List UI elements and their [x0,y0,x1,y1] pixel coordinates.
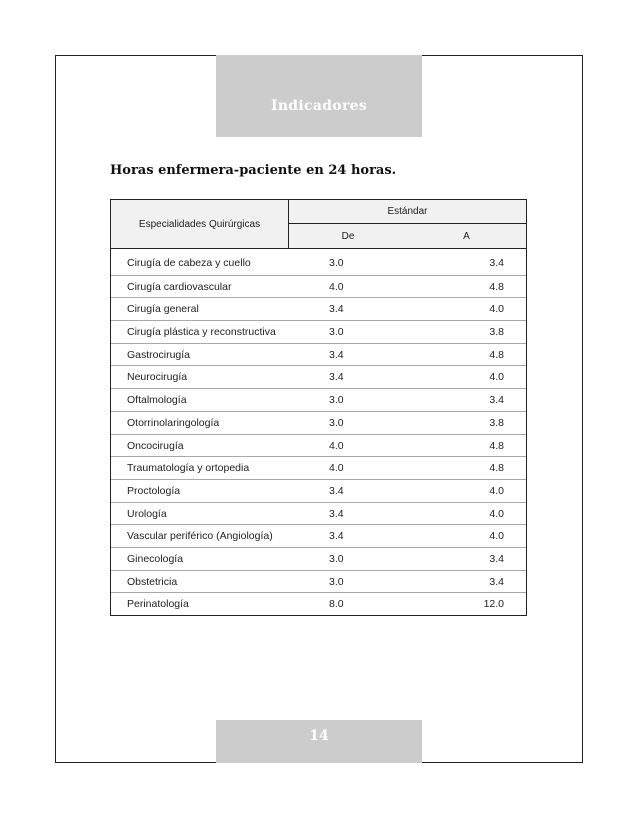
value-from: 4.0 [329,280,344,293]
value-to: 3.4 [489,257,504,269]
value-to: 4.8 [489,348,504,361]
header-specialty: Especialidades Quirúrgicas [138,218,261,230]
value-to: 3.8 [489,416,504,429]
specialty-name: Cirugía plástica y reconstructiva [127,326,276,339]
value-to: 3.4 [489,394,504,407]
specialty-name: Perinatología [127,598,189,611]
specialty-name: Neurocirugía [127,371,188,384]
header-standard: Estándar [288,200,526,224]
section-title: Horas enfermera-paciente en 24 horas. [110,163,397,178]
value-from: 3.4 [329,484,344,497]
specialty-name: Otorrinolaringología [127,416,220,429]
table-body [111,249,526,615]
specialty-name: Proctología [127,484,181,497]
value-from: 4.0 [329,462,344,475]
table-row [111,434,526,457]
value-to: 4.0 [489,371,504,384]
page-number: 14 [309,728,329,744]
specialty-name: Cirugía cardiovascular [127,280,232,293]
table-row [111,411,526,434]
value-to: 4.0 [489,507,504,520]
header-to: A [463,230,470,242]
header-from: De [288,224,407,248]
header-tab [216,55,422,137]
value-from: 3.4 [329,303,344,316]
value-from: 3.0 [329,257,344,269]
value-from: 3.0 [329,416,344,429]
table-row [111,502,526,525]
value-to: 4.8 [489,462,504,475]
value-to: 3.4 [489,552,504,565]
table-row [111,388,526,411]
table-row [111,547,526,570]
table-row [111,524,526,547]
value-to: 4.0 [489,530,504,543]
value-from: 3.4 [329,348,344,361]
specialty-name: Ginecología [127,552,184,565]
value-to: 3.4 [489,575,504,588]
table-row [111,252,526,275]
table-row [111,297,526,320]
value-to: 4.0 [489,484,504,497]
table-row [111,320,526,343]
value-from: 3.0 [329,552,344,565]
specialty-name: Gastrocirugía [127,348,191,361]
value-from: 3.4 [329,371,344,384]
value-to: 4.0 [489,303,504,316]
value-to: 3.8 [489,326,504,339]
value-to: 4.8 [489,439,504,452]
specialty-name: Cirugía de cabeza y cuello [127,257,251,269]
header-tab-label: Indicadores [270,98,368,114]
value-from: 3.0 [329,394,344,407]
specialty-name: Vascular periférico (Angiología) [127,530,273,543]
specialty-name: Obstetricia [127,575,178,588]
table-row [111,479,526,502]
table-header [111,200,526,249]
table-row [111,365,526,388]
value-from: 3.4 [329,507,344,520]
value-from: 3.0 [329,575,344,588]
table-row [111,275,526,298]
value-to: 4.8 [489,280,504,293]
specialty-name: Oncocirugía [127,439,184,452]
value-from: 8.0 [329,598,344,611]
value-from: 4.0 [329,439,344,452]
footer-tab [216,720,422,763]
specialty-name: Urología [127,507,167,520]
specialty-name: Traumatología y ortopedia [127,462,250,475]
specialty-name: Oftalmología [127,394,187,407]
table-row [111,456,526,479]
value-from: 3.0 [329,326,344,339]
specialty-name: Cirugía general [127,303,199,316]
table-row [111,343,526,366]
table-row [111,592,526,615]
value-from: 3.4 [329,530,344,543]
value-to: 12.0 [483,598,504,611]
standards-table [110,199,527,616]
table-row [111,570,526,593]
